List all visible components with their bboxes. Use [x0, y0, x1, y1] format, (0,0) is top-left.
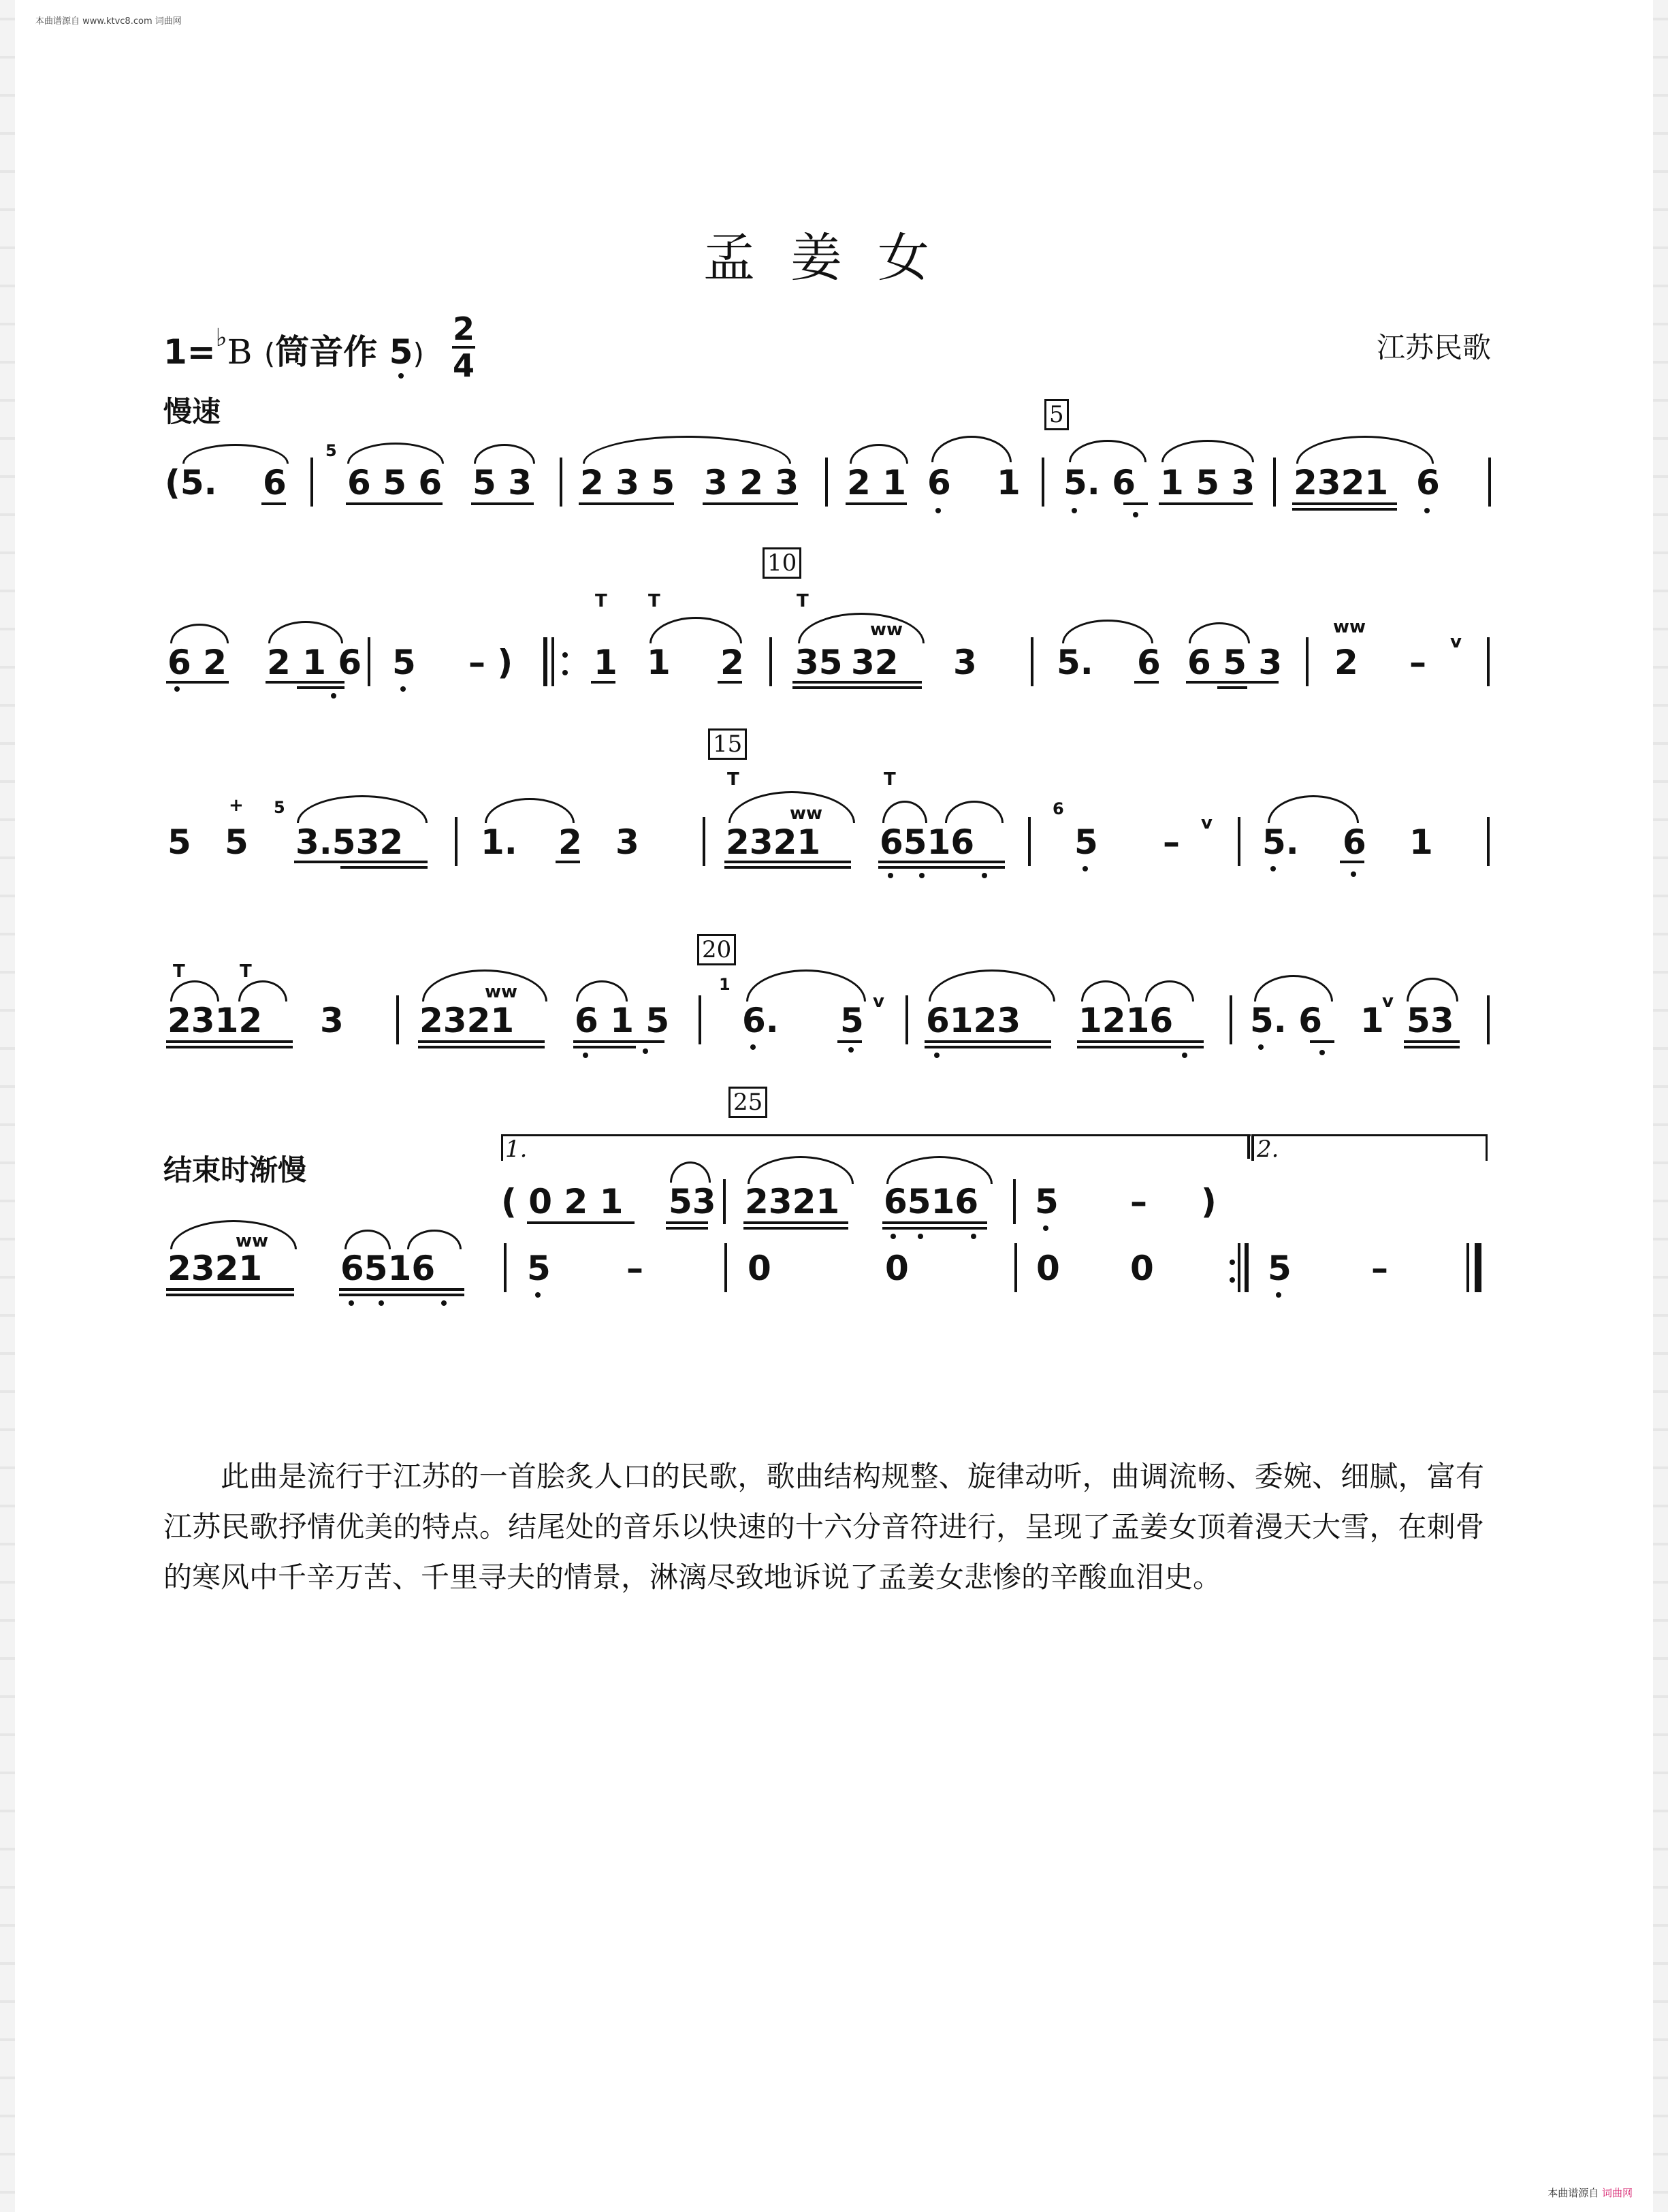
underline: [1159, 502, 1253, 505]
low-octave-dot: [1351, 871, 1356, 877]
underline: [1404, 1040, 1460, 1043]
key-prefix: 1=: [163, 332, 216, 372]
underline: [166, 1294, 294, 1296]
slur: [170, 624, 229, 643]
slur: [929, 969, 1055, 1001]
repeat-dot: [1230, 1277, 1235, 1283]
note: 1: [594, 643, 618, 682]
barline: [905, 995, 908, 1044]
tremolo-mark: T: [173, 961, 185, 982]
note: 2321: [1294, 463, 1389, 502]
volta-label-2: 2.: [1257, 1136, 1279, 1163]
underline: [1292, 502, 1397, 505]
repeat-dot: [562, 670, 568, 675]
underline: [471, 502, 534, 505]
underline: [666, 1227, 708, 1230]
underline: [703, 502, 798, 505]
final-barline-thin: [1466, 1243, 1469, 1292]
underline: [882, 1227, 987, 1230]
note: 1.: [481, 822, 517, 862]
repeat-dot: [562, 652, 568, 658]
note: 2 1: [847, 463, 906, 502]
note: 6: [1137, 643, 1161, 682]
slur: [576, 980, 628, 1001]
barline: [1273, 458, 1276, 507]
low-octave-dot: [1082, 866, 1088, 871]
note: 0: [885, 1249, 909, 1288]
note: 6 2: [167, 643, 227, 682]
tremolo-mark: T: [727, 769, 739, 790]
low-octave-dot: [1258, 1044, 1264, 1050]
low-octave-dot: [349, 1300, 354, 1306]
note: 1: [1360, 1001, 1384, 1040]
note: 3: [953, 643, 977, 682]
tempo-marking: 慢速: [163, 395, 221, 428]
rehearsal-mark-20: 20: [697, 934, 736, 965]
note: (5.: [165, 463, 217, 502]
note: 6: [263, 463, 287, 502]
trill-mark: ww: [1333, 617, 1366, 637]
note: –: [626, 1249, 643, 1288]
underline: [166, 1046, 293, 1048]
note: 6: [1343, 822, 1366, 862]
tremolo-mark: T: [595, 591, 607, 611]
note: 6: [1416, 463, 1440, 502]
slur: [1254, 975, 1333, 1001]
note: – ): [468, 643, 513, 682]
underline: [261, 502, 286, 505]
grace-note: 6: [1053, 799, 1064, 818]
underline: [346, 502, 443, 505]
note: 5. 6: [1063, 463, 1136, 502]
low-octave-dot: [1182, 1053, 1187, 1058]
barline: [1014, 1243, 1017, 1292]
note: 6: [927, 463, 951, 502]
underline: [1340, 861, 1364, 863]
repeat-dot: [1230, 1260, 1235, 1265]
note: 6123: [926, 1001, 1021, 1040]
rehearsal-mark-15: 15: [708, 728, 747, 760]
low-octave-dot: [441, 1300, 447, 1306]
barline: [724, 1243, 727, 1292]
underline: [743, 1221, 848, 1224]
key-signature: [163, 324, 424, 374]
underline: [925, 1046, 1051, 1048]
barline: [825, 458, 828, 507]
rehearsal-mark-10: 10: [763, 547, 801, 579]
time-signature-top: 2: [452, 310, 475, 347]
final-barline-thick: [1475, 1243, 1481, 1292]
barline: [551, 637, 554, 686]
barline: [723, 1179, 726, 1224]
low-octave-dot: [1270, 866, 1276, 871]
song-source: 江苏民歌: [1376, 331, 1491, 364]
note: 1216: [1078, 1001, 1174, 1040]
breath-mark: v: [1450, 632, 1462, 652]
barline: [1042, 458, 1044, 507]
underline: [527, 1221, 635, 1224]
low-octave-dot: [535, 1292, 541, 1298]
underline: [340, 866, 428, 869]
low-octave-dot: [918, 1234, 923, 1239]
note: 5. 6: [1250, 1001, 1322, 1040]
tremolo-mark: T: [884, 769, 896, 790]
note: 1: [647, 643, 671, 682]
note: 5: [225, 822, 248, 862]
left-margin-strip: [0, 0, 15, 2212]
slur: [268, 621, 343, 643]
underline: [418, 1046, 545, 1048]
flat-sign: ♭: [215, 324, 227, 352]
barline: [1238, 1243, 1240, 1292]
slur: [474, 444, 535, 464]
ending-tempo: 结束时渐慢: [163, 1153, 307, 1187]
barline: [769, 637, 772, 686]
barline: [1487, 995, 1490, 1044]
low-octave-dot: [919, 873, 925, 878]
low-octave-dot: [891, 1234, 896, 1239]
note: 3: [320, 1001, 344, 1040]
slur: [1407, 978, 1458, 1001]
underline: [878, 866, 1005, 869]
key-paren-note: 5: [389, 332, 413, 372]
low-octave-dot: [379, 1300, 384, 1306]
note: 6516: [340, 1249, 436, 1288]
barline: [1031, 637, 1033, 686]
note: 5: [527, 1249, 551, 1288]
slur: [798, 613, 925, 643]
slur: [649, 617, 742, 643]
slur: [670, 1161, 711, 1183]
note: 6 5 3: [1187, 643, 1283, 682]
barline: [1028, 817, 1031, 866]
note: 3 2 3: [704, 463, 799, 502]
note: 5: [1074, 822, 1098, 862]
low-octave-dot: [848, 1047, 854, 1053]
slur: [485, 798, 575, 823]
note: –: [1163, 822, 1180, 862]
underline: [1134, 681, 1159, 684]
rehearsal-mark-25: 25: [728, 1087, 767, 1118]
time-signature-bottom: 4: [452, 347, 475, 384]
note: 6516: [880, 822, 975, 862]
underline: [1292, 508, 1397, 511]
note: 1: [997, 463, 1021, 502]
repeat-end-barline: [1245, 1243, 1249, 1292]
note: –: [1371, 1249, 1388, 1288]
underline: [1077, 1040, 1204, 1043]
note: 3: [615, 822, 639, 862]
barline: [504, 1243, 507, 1292]
barline: [699, 995, 701, 1044]
note: 2321: [726, 822, 821, 862]
note: 1: [1409, 822, 1433, 862]
volta-divider: [1247, 1134, 1250, 1159]
note: 2: [558, 822, 582, 862]
note: 0: [1036, 1249, 1060, 1288]
underline: [1077, 1046, 1204, 1048]
note: 5.: [1057, 643, 1093, 682]
note: 5: [167, 822, 191, 862]
breath-mark: v: [1201, 813, 1213, 833]
low-octave-dot: [331, 693, 336, 699]
underline: [556, 861, 580, 863]
underline: [294, 861, 428, 863]
slur: [1189, 622, 1250, 643]
note: 5: [1035, 1182, 1059, 1221]
underline: [166, 1040, 293, 1043]
underline: [418, 1040, 545, 1043]
repeat-start-barline: [543, 637, 547, 686]
key-note: B: [227, 332, 253, 372]
breath-mark: v: [1382, 991, 1394, 1012]
slur: [1062, 620, 1153, 643]
barline: [368, 637, 370, 686]
note: 2: [1334, 643, 1358, 682]
low-octave-dot: [934, 1053, 940, 1058]
underline: [846, 502, 907, 505]
low-octave-dot: [935, 508, 941, 513]
underline: [339, 1294, 464, 1296]
underline: [878, 861, 1005, 863]
volta-bracket-2: [1251, 1134, 1488, 1161]
slur: [1268, 795, 1359, 823]
low-octave-dot: [888, 873, 893, 878]
note: 1 5 3: [1160, 463, 1255, 502]
underline: [166, 681, 229, 684]
underline: [724, 866, 851, 869]
underline: [1217, 686, 1247, 689]
note: –: [1409, 643, 1426, 682]
low-octave-dot: [1319, 1050, 1325, 1055]
note: 6516: [884, 1182, 979, 1221]
low-octave-dot: [1072, 508, 1077, 513]
note: ( 0 2 1: [501, 1182, 624, 1221]
slur: [1081, 980, 1130, 1001]
low-octave-dot: [583, 1053, 588, 1058]
underline: [573, 1040, 664, 1043]
underline: [573, 1046, 636, 1048]
slur: [347, 443, 444, 464]
note: 5: [1268, 1249, 1292, 1288]
slur: [583, 436, 791, 464]
note: –: [1130, 1182, 1147, 1221]
trill-mark: ww: [485, 982, 518, 1002]
footer-note: [1547, 2185, 1633, 2200]
grace-note: 1: [719, 975, 731, 994]
slur: [882, 801, 927, 823]
barline: [1230, 995, 1232, 1044]
key-paren-text: 筒音作: [275, 332, 378, 372]
page-title: 孟姜女: [703, 227, 965, 288]
underline: [718, 681, 742, 684]
underline: [837, 1040, 862, 1043]
low-octave-dot: [643, 1048, 648, 1054]
note: 6.: [742, 1001, 779, 1040]
note: 53: [1407, 1001, 1454, 1040]
note: 2321: [745, 1182, 840, 1221]
volta-label-1: 1.: [505, 1136, 528, 1163]
slur: [297, 795, 428, 823]
breath-mark: v: [873, 991, 884, 1012]
underline: [579, 502, 674, 505]
underline: [1123, 502, 1148, 505]
low-octave-dot: [400, 686, 406, 692]
note: 53: [669, 1182, 716, 1221]
barline: [703, 817, 705, 866]
header-strip: 本曲谱源自 www.ktvc8.com 词曲网: [35, 16, 182, 27]
barline: [310, 458, 313, 507]
low-octave-dot: [174, 686, 180, 692]
low-octave-dot: [1424, 508, 1430, 513]
key-paren-open: (: [263, 337, 276, 370]
note: 5: [392, 643, 416, 682]
low-octave-dot: [750, 1044, 756, 1050]
low-octave-dot: [1043, 1225, 1048, 1231]
underline: [666, 1221, 708, 1224]
slur: [850, 444, 908, 464]
note: 2312: [167, 1001, 263, 1040]
slur: [1069, 440, 1146, 462]
note: 5: [840, 1001, 864, 1040]
underline: [792, 681, 922, 684]
underline: [743, 1227, 848, 1230]
trill-mark: ww: [870, 620, 903, 640]
slur: [945, 801, 1004, 823]
rehearsal-mark-5: 5: [1044, 399, 1069, 430]
note: 6 1 5: [575, 1001, 670, 1040]
barline: [560, 458, 562, 507]
slur: [746, 969, 866, 1001]
low-octave-dot: [1276, 1292, 1281, 1298]
grace-note: 5: [325, 441, 337, 460]
footer-left: 本曲谱源自: [1547, 2187, 1599, 2199]
underline: [1404, 1046, 1460, 1048]
underline: [724, 861, 851, 863]
underline: [1186, 681, 1279, 684]
barline: [455, 817, 458, 866]
underline: [266, 681, 344, 684]
note: 2 1 6: [267, 643, 362, 682]
barline: [1306, 637, 1309, 686]
grace-note: 5: [274, 798, 285, 817]
time-signature: [452, 310, 475, 384]
note: ): [1201, 1182, 1217, 1221]
note: 0: [1130, 1249, 1154, 1288]
underline: [591, 681, 615, 684]
slur: [238, 980, 287, 1001]
barline: [396, 995, 399, 1044]
low-octave-dot: [971, 1234, 976, 1239]
tremolo-mark: T: [797, 591, 809, 611]
tremolo-mark: T: [648, 591, 660, 611]
slur: [1296, 436, 1434, 464]
slur: [170, 980, 219, 1001]
volta-bracket-1: [501, 1134, 1251, 1161]
slur: [1161, 440, 1254, 462]
note: 2: [720, 643, 744, 682]
description-text: 此曲是流行于江苏的一首脍炙人口的民歌，歌曲结构规整、旋律动听，曲调流畅、委婉、细腻，富有江苏民歌抒情优美的特点。结尾处的音乐以快速的十六分音符进行，呈现了孟姜女顶着漫天大雪，在刺骨的寒风中千辛万苦、千里寻夫的情景，淋漓尽致地诉说了孟姜女悲惨的辛酸血泪史。: [163, 1460, 1484, 1594]
underline: [792, 686, 922, 689]
note: 0: [748, 1249, 771, 1288]
note: 2321: [419, 1001, 515, 1040]
underline: [166, 1288, 294, 1291]
low-octave-dot: [1133, 512, 1138, 517]
fingering-mark: +: [229, 795, 244, 816]
slur: [407, 1230, 462, 1249]
right-margin-strip: [1653, 0, 1668, 2212]
slur: [182, 444, 289, 464]
slur: [1145, 980, 1194, 1001]
key-paren-close: ): [413, 337, 424, 370]
description-paragraph: [163, 1452, 1484, 1603]
note: 35: [795, 643, 843, 682]
underline: [1310, 1040, 1334, 1043]
note: 3.532: [295, 822, 404, 862]
note: 6 5 6: [347, 463, 443, 502]
footer-right: 词曲网: [1601, 2187, 1633, 2199]
note: 2321: [167, 1249, 263, 1288]
underline: [339, 1288, 464, 1291]
barline: [1487, 637, 1490, 686]
trill-mark: ww: [236, 1231, 269, 1251]
tremolo-mark: T: [240, 961, 252, 982]
underline: [925, 1040, 1051, 1043]
slur: [344, 1230, 391, 1249]
barline: [1238, 817, 1240, 866]
note: 5.: [1262, 822, 1299, 862]
underline: [297, 686, 344, 689]
slur: [170, 1220, 297, 1249]
slur: [931, 436, 1012, 462]
low-octave-dot: [982, 873, 987, 878]
barline: [1013, 1179, 1016, 1224]
underline: [882, 1221, 987, 1224]
barline: [1488, 458, 1491, 507]
note: 32: [851, 643, 899, 682]
note: 5 3: [472, 463, 532, 502]
barline: [1487, 817, 1490, 866]
trill-mark: ww: [790, 803, 823, 824]
note: 2 3 5: [580, 463, 675, 502]
